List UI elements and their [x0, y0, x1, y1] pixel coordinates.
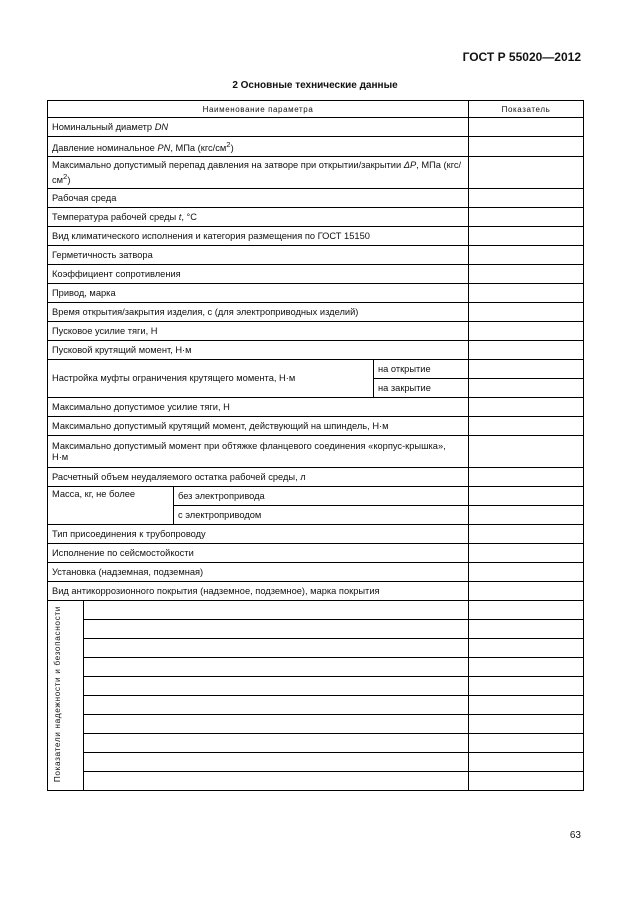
value-cell — [469, 208, 584, 227]
value-cell — [469, 137, 584, 157]
value-cell — [469, 620, 584, 639]
table-row — [48, 525, 584, 544]
row-label: Привод, марка — [48, 284, 469, 303]
value-cell — [469, 639, 584, 658]
table-row — [48, 715, 584, 734]
row-label: Настройка муфты ограничения крутящего момента, Н·м — [48, 360, 374, 398]
table-row — [48, 208, 584, 227]
row-label: Максимально допустимое усилие тяги, Н — [48, 398, 469, 417]
table-row — [48, 582, 584, 601]
row-label: Максимально допустимый перепад давления на затворе при открытии/закрытии ΔP, МПа $(кгс/см^2)$ — [48, 157, 469, 189]
row-label: Вид климатического исполнения и категория размещения по ГОСТ 15150 — [48, 227, 469, 246]
table-row — [48, 753, 584, 772]
row-label: Номинальный диаметр DN — [48, 118, 469, 137]
row-label: Расчетный объем неудаляемого остатка рабочей среды, л — [48, 468, 469, 487]
value-cell — [469, 189, 584, 208]
value-cell — [469, 322, 584, 341]
table-row — [48, 677, 584, 696]
technical-data-table — [47, 100, 584, 791]
value-cell — [469, 284, 584, 303]
value-cell — [469, 157, 584, 189]
value-cell — [469, 544, 584, 563]
column-header-value: Показатель — [469, 101, 584, 118]
table-row — [48, 544, 584, 563]
page-number: 63 — [569, 830, 581, 841]
table-row — [48, 246, 584, 265]
table-row — [48, 417, 584, 436]
value-cell — [469, 468, 584, 487]
table-row — [48, 436, 584, 468]
reliability-group-label: Показатели надежности и безопасности — [48, 601, 84, 791]
blank-cell — [84, 715, 469, 734]
row-label: Рабочая среда — [48, 189, 469, 208]
table-row — [48, 157, 584, 189]
blank-cell — [84, 734, 469, 753]
row-label: Исполнение по сейсмостойкости — [48, 544, 469, 563]
value-cell — [469, 487, 584, 506]
table-row — [48, 734, 584, 753]
column-header-name: Наименование параметра — [48, 101, 469, 118]
value-cell — [469, 265, 584, 284]
value-cell — [469, 601, 584, 620]
table-row — [48, 398, 584, 417]
row-label: Пусковое усилие тяги, Н — [48, 322, 469, 341]
table-row — [48, 341, 584, 360]
blank-cell — [84, 601, 469, 620]
value-cell — [469, 341, 584, 360]
table-row — [48, 284, 584, 303]
table-row — [48, 620, 584, 639]
row-label: Давление номинальное PN, МПа $(кгс/см^2)$ — [48, 137, 469, 157]
value-cell — [469, 753, 584, 772]
table-row — [48, 189, 584, 208]
table-row — [48, 658, 584, 677]
table-row — [48, 265, 584, 284]
value-cell — [469, 246, 584, 265]
row-label: Масса, кг, не более — [48, 487, 174, 525]
blank-cell — [84, 696, 469, 715]
value-cell — [469, 303, 584, 322]
value-cell — [469, 715, 584, 734]
row-label: Герметичность затвора — [48, 246, 469, 265]
row-label: Вид антикоррозионного покрытия (надземное, подземное), марка покрытия — [48, 582, 469, 601]
table-row — [48, 772, 584, 791]
row-label: Максимально допустимый момент при обтяжке фланцевого соединения «корпус-крышка», Н·м — [48, 436, 469, 468]
table-row — [48, 118, 584, 137]
row-label: Максимально допустимый крутящий момент, действующий на шпиндель, Н·м — [48, 417, 469, 436]
blank-cell — [84, 639, 469, 658]
table-row — [48, 303, 584, 322]
table-row — [48, 563, 584, 582]
value-cell — [469, 417, 584, 436]
table-row — [48, 468, 584, 487]
table-row — [48, 601, 584, 620]
table-row — [48, 137, 584, 157]
section-title: 2 Основные технические данные — [232, 80, 398, 91]
sub-label: с электроприводом — [174, 506, 469, 525]
table-row — [48, 487, 584, 506]
table-row — [48, 322, 584, 341]
row-label: Температура рабочей среды t, °С — [48, 208, 469, 227]
blank-cell — [84, 753, 469, 772]
value-cell — [469, 658, 584, 677]
sub-label: на открытие — [374, 360, 469, 379]
value-cell — [469, 506, 584, 525]
value-cell — [469, 436, 584, 468]
value-cell — [469, 118, 584, 137]
blank-cell — [84, 772, 469, 791]
blank-cell — [84, 677, 469, 696]
value-cell — [469, 360, 584, 379]
value-cell — [469, 677, 584, 696]
table-row — [48, 696, 584, 715]
table-row — [48, 360, 584, 379]
document-code: ГОСТ Р 55020—2012 — [462, 50, 581, 64]
value-cell — [469, 379, 584, 398]
row-label: Коэффициент сопротивления — [48, 265, 469, 284]
value-cell — [469, 525, 584, 544]
row-label: Установка (надземная, подземная) — [48, 563, 469, 582]
value-cell — [469, 563, 584, 582]
table-header-row — [48, 101, 584, 118]
blank-cell — [84, 658, 469, 677]
value-cell — [469, 734, 584, 753]
table-row — [48, 227, 584, 246]
sub-label: без электропривода — [174, 487, 469, 506]
row-label: Тип присоединения к трубопроводу — [48, 525, 469, 544]
value-cell — [469, 582, 584, 601]
value-cell — [469, 398, 584, 417]
sub-label: на закрытие — [374, 379, 469, 398]
row-label: Пусковой крутящий момент, Н·м — [48, 341, 469, 360]
row-label: Время открытия/закрытия изделия, с (для электроприводных изделий) — [48, 303, 469, 322]
value-cell — [469, 696, 584, 715]
value-cell — [469, 772, 584, 791]
blank-cell — [84, 620, 469, 639]
table-row — [48, 639, 584, 658]
value-cell — [469, 227, 584, 246]
